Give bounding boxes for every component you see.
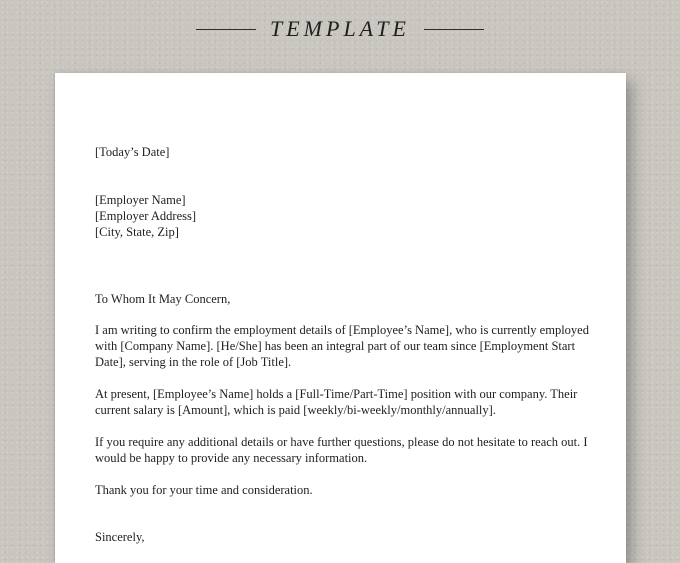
- employer-name: [Employer Name]: [95, 193, 186, 207]
- paragraph-line: If you require any additional details or have further questions, please do not hesitate to reach out. I: [95, 435, 588, 449]
- header-title: TEMPLATE: [270, 16, 410, 41]
- paragraph-employment: [95, 322, 595, 370]
- letter-sheet: [55, 73, 626, 563]
- paragraph-line: At present, [Employee’s Name] holds a [Full-Time/Part-Time] position with our company. Their: [95, 387, 578, 401]
- letter-thanks: Thank you for your time and consideration.: [95, 483, 313, 497]
- letter-closing: Sincerely,: [95, 530, 145, 544]
- header-rule-left: [196, 29, 256, 30]
- template-header: [0, 14, 680, 44]
- paragraph-salary: [95, 386, 595, 418]
- paragraph-line: would be happy to provide any necessary information.: [95, 451, 368, 465]
- letter-date: [Today’s Date]: [95, 145, 170, 159]
- employer-address-block: [95, 192, 595, 240]
- paragraph-line: with [Company Name]. [He/She] has been an integral part of our team since [Employment Start: [95, 339, 576, 353]
- employer-city: [City, State, Zip]: [95, 225, 179, 239]
- paragraph-line: current salary is [Amount], which is paid [weekly/bi-weekly/monthly/annually].: [95, 403, 496, 417]
- paragraph-line: Date], serving in the role of [Job Title].: [95, 355, 292, 369]
- header-rule-right: [424, 29, 484, 30]
- paragraph-contact: [95, 434, 595, 466]
- paragraph-line: I am writing to confirm the employment details of [Employee’s Name], who is currently employed: [95, 323, 589, 337]
- employer-address: [Employer Address]: [95, 209, 197, 223]
- letter-salutation: To Whom It May Concern,: [95, 292, 231, 306]
- letter-body: [95, 144, 595, 545]
